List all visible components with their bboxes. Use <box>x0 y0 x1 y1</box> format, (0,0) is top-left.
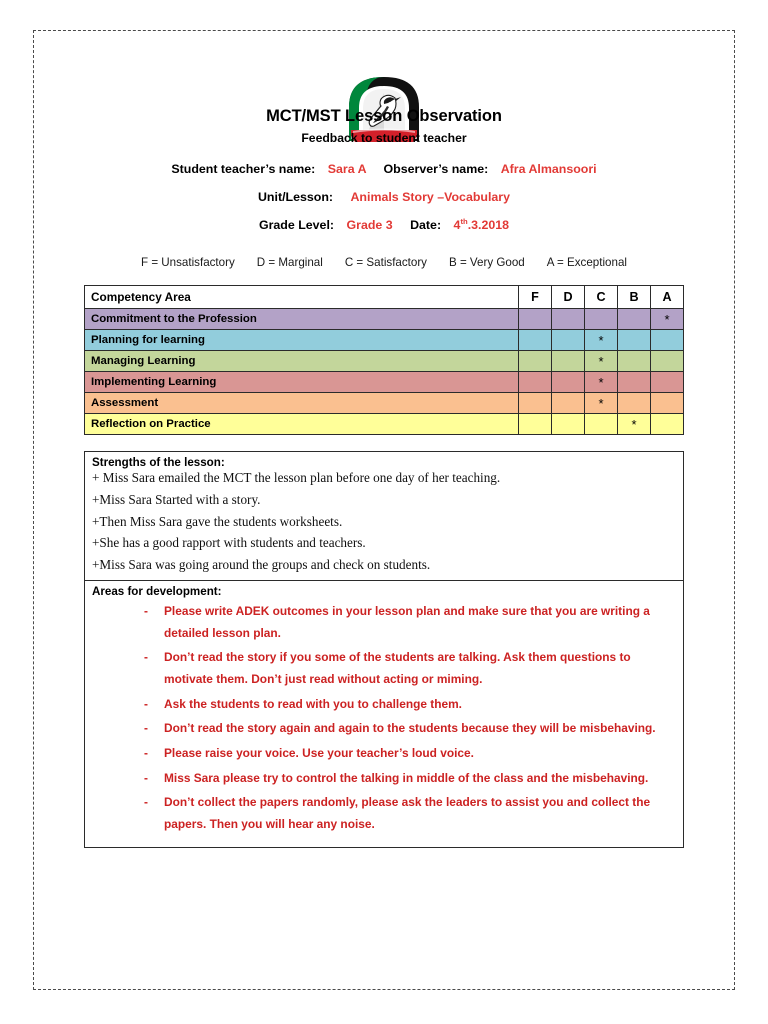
legend-item-f: F = Unsatisfactory <box>141 256 235 269</box>
date-ordinal-suffix: th <box>460 216 468 226</box>
rating-cell-b[interactable] <box>618 393 651 414</box>
grade-level-value: Grade 3 <box>346 218 393 232</box>
rating-cell-c-marked[interactable]: * <box>585 393 618 414</box>
development-item <box>92 601 673 644</box>
development-item <box>92 647 673 690</box>
competency-area-cell: Implementing Learning <box>85 372 519 393</box>
rating-cell-d[interactable] <box>552 414 585 435</box>
competency-area-cell: Planning for learning <box>85 330 519 351</box>
column-header-d: D <box>552 286 585 309</box>
rating-cell-a[interactable] <box>651 372 684 393</box>
logo-container <box>33 30 735 102</box>
column-header-competency-area: Competency Area <box>85 286 519 309</box>
unit-lesson-label: Unit/Lesson: <box>257 190 334 204</box>
rating-cell-b[interactable] <box>618 372 651 393</box>
date-day: 4 <box>453 218 461 232</box>
rating-cell-b[interactable] <box>618 330 651 351</box>
bullet-dash: - <box>144 721 148 736</box>
rating-cell-a[interactable] <box>651 330 684 351</box>
table-row <box>85 393 684 414</box>
bullet-dash: - <box>144 795 148 810</box>
table-row <box>85 330 684 351</box>
rating-cell-f[interactable] <box>519 330 552 351</box>
development-item-text: Ask the students to read with you to challenge them. <box>164 696 462 711</box>
strength-item: +She has a good rapport with students and teachers. <box>92 535 366 551</box>
rating-cell-a-marked[interactable]: * <box>651 309 684 330</box>
development-item <box>92 718 673 740</box>
meta-line-names <box>33 162 735 176</box>
grade-level-label: Grade Level: <box>258 218 335 232</box>
table-row <box>85 351 684 372</box>
competency-table <box>84 285 684 435</box>
column-header-b: B <box>618 286 651 309</box>
column-header-a: A <box>651 286 684 309</box>
development-item-text: Please raise your voice. Use your teacher’s loud voice. <box>164 745 474 760</box>
page-subtitle: Feedback to student teacher <box>301 131 467 145</box>
competency-area-cell: Commitment to the Profession <box>85 309 519 330</box>
observer-value: Afra Almansoori <box>500 162 597 176</box>
rating-cell-b[interactable] <box>618 351 651 372</box>
unit-lesson-value: Animals Story –Vocabulary <box>350 190 511 204</box>
rating-cell-a[interactable] <box>651 393 684 414</box>
table-row <box>85 372 684 393</box>
rating-cell-b[interactable] <box>618 309 651 330</box>
development-item <box>92 743 673 765</box>
strength-item: +Miss Sara was going around the groups and check on students. <box>92 557 431 573</box>
rating-cell-f[interactable] <box>519 351 552 372</box>
bullet-dash: - <box>144 650 148 665</box>
rating-cell-a[interactable] <box>651 351 684 372</box>
development-heading: Areas for development: <box>92 584 222 598</box>
strength-item: + Miss Sara emailed the MCT the lesson plan before one day of her teaching. <box>92 470 501 485</box>
bullet-dash: - <box>144 696 148 711</box>
rating-cell-c[interactable] <box>585 309 618 330</box>
legend-item-c: C = Satisfactory <box>344 256 427 269</box>
legend-item-d: D = Marginal <box>256 256 323 269</box>
rating-cell-c-marked[interactable]: * <box>585 330 618 351</box>
page-title: MCT/MST Lesson Observation <box>266 107 502 125</box>
rating-cell-c[interactable] <box>585 414 618 435</box>
rating-cell-d[interactable] <box>552 309 585 330</box>
rating-cell-b-marked[interactable]: * <box>618 414 651 435</box>
competency-area-cell: Reflection on Practice <box>85 414 519 435</box>
grading-legend <box>33 256 735 269</box>
rating-cell-c-marked[interactable]: * <box>585 372 618 393</box>
date-label: Date: <box>410 218 442 232</box>
meta-line-unit <box>33 190 735 204</box>
rating-cell-d[interactable] <box>552 351 585 372</box>
table-row <box>85 414 684 435</box>
competency-area-cell: Assessment <box>85 393 519 414</box>
meta-line-grade-date <box>33 218 735 232</box>
strength-item: +Then Miss Sara gave the students worksheets. <box>92 513 343 529</box>
bullet-dash: - <box>144 770 148 785</box>
rating-cell-d[interactable] <box>552 372 585 393</box>
rating-cell-c-marked[interactable]: * <box>585 351 618 372</box>
legend-item-a: A = Exceptional <box>546 256 627 269</box>
development-item-text: Miss Sara please try to control the talking in middle of the class and the misbehaving. <box>164 770 649 785</box>
date-rest: .3.2018 <box>467 218 510 232</box>
date-value <box>454 218 510 232</box>
table-row <box>85 309 684 330</box>
competency-area-cell: Managing Learning <box>85 351 519 372</box>
development-item <box>92 768 673 790</box>
bullet-dash: - <box>144 603 148 618</box>
feedback-box <box>84 451 684 848</box>
strength-item: +Miss Sara Started with a story. <box>92 491 261 507</box>
bullet-dash: - <box>144 745 148 760</box>
development-list <box>85 598 683 848</box>
development-item-text: Don’t read the story if you some of the students are talking. Ask them questions to motivate them. Don’t just read without acting or miming. <box>164 650 631 686</box>
rating-cell-a[interactable] <box>651 414 684 435</box>
rating-cell-f[interactable] <box>519 414 552 435</box>
strengths-heading: Strengths of the lesson: <box>92 456 225 469</box>
observer-label: Observer’s name: <box>383 162 489 176</box>
legend-item-b: B = Very Good <box>448 256 525 269</box>
development-item <box>92 792 673 835</box>
rating-cell-f[interactable] <box>519 309 552 330</box>
competency-table-body <box>85 309 684 435</box>
table-header-row <box>85 286 684 309</box>
rating-cell-d[interactable] <box>552 393 585 414</box>
development-item-text: Please write ADEK outcomes in your lesson plan and make sure that you are writing a detailed lesson plan. <box>164 603 650 640</box>
student-teacher-label: Student teacher’s name: <box>171 162 316 176</box>
development-item <box>92 694 673 716</box>
rating-cell-f[interactable] <box>519 393 552 414</box>
strengths-list <box>85 469 683 580</box>
development-item-text: Don’t collect the papers randomly, please ask the leaders to assist you and collect the papers. Then you will hear any noise. <box>164 795 651 831</box>
rating-cell-f[interactable] <box>519 372 552 393</box>
rating-cell-d[interactable] <box>552 330 585 351</box>
document-content <box>33 30 735 990</box>
column-header-f: F <box>519 286 552 309</box>
column-header-c: C <box>585 286 618 309</box>
development-item-text: Don’t read the story again and again to the students because they will be misbehaving. <box>164 721 656 736</box>
student-teacher-value: Sara A <box>327 162 367 176</box>
